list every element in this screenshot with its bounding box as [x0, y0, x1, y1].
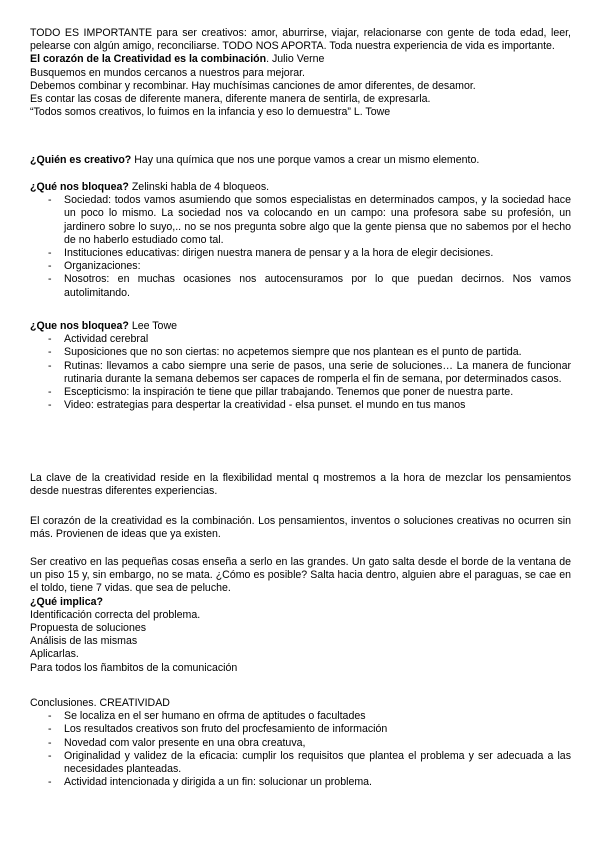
intro-line: Debemos combinar y recombinar. Hay muchísimas canciones de amor diferentes, de desamor. — [30, 79, 476, 92]
list-item — [30, 273, 571, 299]
list-item-text: Escepticismo: la inspiración te tiene que pillar trabajando. Tenemos que poner de nuestra parte. — [64, 386, 514, 399]
list-item-text: Novedad com valor presente en una obra creatuva, — [64, 736, 306, 749]
implica-line: Análisis de las mismas — [30, 635, 138, 648]
intro-line: “Todos somos creativos, lo fuimos en la infancia y eso lo demuestra” L. Towe — [30, 106, 391, 119]
bullet-dash: - — [48, 247, 52, 260]
quien-section — [30, 154, 571, 167]
list-item — [30, 386, 571, 399]
list-item-text: Rutinas: llevamos a cabo siempre una serie de pasos, una serie de soluciones… La manera de funcionar rutinaria durante la semana debemos ser capaces de romperla el fin de semana, por determinados casos. — [64, 359, 571, 385]
list-item-text: Organizaciones: — [64, 260, 141, 273]
intro-line: Busquemos en mundos cercanos a nuestros para mejorar. — [30, 66, 305, 79]
clave-section — [30, 472, 571, 498]
list-item — [30, 710, 571, 723]
bullet-dash: - — [48, 386, 52, 399]
intro-section — [30, 27, 571, 119]
bloquea-zelinski-heading: ¿Qué nos bloquea? — [30, 181, 129, 193]
list-item — [30, 360, 571, 386]
bullet-dash: - — [48, 273, 52, 286]
bullet-dash: - — [48, 776, 52, 789]
quien-heading: ¿Quién es creativo? — [30, 154, 132, 166]
list-item-text: Los resultados creativos son fruto del procfesamiento de información — [64, 723, 388, 736]
bullet-dash: - — [48, 359, 52, 372]
bloquea-towe-list — [30, 333, 571, 412]
bloquea-towe-heading: ¿Que nos bloquea? — [30, 320, 129, 332]
bullet-dash: - — [48, 399, 52, 412]
list-item — [30, 750, 571, 776]
list-item-text: Nosotros: en muchas ocasiones nos autocensuramos por lo que puedan decirnos. Nos vamos autolimitando. — [64, 273, 571, 299]
bloquea-zelinski-section — [30, 181, 571, 300]
corazon-section — [30, 515, 571, 541]
bullet-dash: - — [48, 749, 52, 762]
clave-paragraph: La clave de la creatividad reside en la flexibilidad mental q mostremos a la hora de mezclar los pensamientos desde nuestras diferentes experiencias. — [30, 472, 571, 498]
list-item — [30, 723, 571, 736]
list-item — [30, 247, 571, 260]
list-item-text: Sociedad: todos vamos asumiendo que somos especialistas en determinados campos, y la sociedad hace un poco lo mismo. La sociedad nos va colocando en un campo: una profesora sabe su profesión, un jardinero sobre lo suyo,.. no se nos pregunta sobre algo que la gente piensa que no sabemos por el hecho de no haberlo estudiado como tal. — [64, 194, 571, 246]
bloquea-zelinski-author: Zelinski habla de 4 bloqueos. — [128, 181, 270, 193]
conclusiones-section — [30, 697, 571, 789]
ser-creativo-section — [30, 556, 571, 675]
quien-paragraph — [30, 154, 571, 167]
list-item-text: Actividad cerebral — [64, 333, 149, 346]
bullet-dash: - — [48, 260, 52, 273]
bloquea-towe-author: Lee Towe — [128, 320, 177, 332]
list-item-text: Suposiciones que no son ciertas: no acpetemos siempre que nos plantean es el punto de partida. — [64, 346, 522, 359]
implica-heading-text: ¿Qué implica? — [30, 595, 103, 608]
list-item — [30, 737, 571, 750]
list-item — [30, 346, 571, 359]
list-item-text: Actividad intencionada y dirigida a un fin: solucionar un problema. — [64, 776, 372, 789]
bullet-dash: - — [48, 194, 52, 207]
intro-line: Es contar las cosas de diferente manera, diferente manera de sentirla, de expresarla. — [30, 93, 431, 106]
bullet-dash: - — [48, 723, 52, 736]
corazon-paragraph: El corazón de la creatividad es la combinación. Los pensamientos, inventos o soluciones creativas no ocurren sin más. Provienen de ideas que ya existen. — [30, 515, 571, 541]
bloquea-towe-title — [30, 320, 571, 333]
conclusiones-heading: Conclusiones. CREATIVIDAD — [30, 697, 170, 709]
implica-line: Propuesta de soluciones — [30, 622, 147, 635]
list-item — [30, 260, 571, 273]
intro-heading-bold: El corazón de la Creatividad es la combinación — [30, 53, 267, 66]
implica-line: Para todos los ñambitos de la comunicación — [30, 661, 238, 674]
list-item — [30, 399, 571, 412]
list-item — [30, 333, 571, 346]
list-item — [30, 776, 571, 789]
bloquea-towe-section — [30, 320, 571, 412]
bullet-dash: - — [48, 346, 52, 359]
implica-heading — [30, 596, 571, 609]
conclusiones-list — [30, 710, 571, 789]
ser-creativo-paragraph: Ser creativo en las pequeñas cosas enseña a serlo en las grandes. Un gato salta desde el borde de la ventana de un piso 15 y, sin embargo, no se mata. ¿Cómo es posible? Salta hacia dentro, alguien abre el paraguas, se cae en el toldo, tiene 7 vidas. que sea de peluche. — [30, 556, 571, 595]
implica-line: Identificación correcta del problema. — [30, 608, 201, 621]
list-item-text: Instituciones educativas: dirigen nuestra manera de pensar y a la hora de elegir decisiones. — [64, 247, 494, 260]
implica-line: Aplicarlas. — [30, 648, 79, 661]
list-item-text: Video: estrategias para despertar la creatividad - elsa punset. el mundo en tus manos — [64, 399, 466, 412]
bullet-dash: - — [48, 333, 52, 346]
list-item-text: Se localiza en el ser humano en ofrma de aptitudes o facultades — [64, 710, 366, 723]
list-item — [30, 194, 571, 247]
bloquea-zelinski-title — [30, 181, 571, 194]
intro-heading-author: . Julio Verne — [266, 53, 325, 66]
intro-paragraph: TODO ES IMPORTANTE para ser creativos: amor, aburrirse, viajar, relacionarse con gente de toda edad, leer, pelearse con algún amigo, reconciliarse. TODO NOS APORTA. Toda nuestra experiencia de vida es importante. — [30, 27, 571, 53]
bullet-dash: - — [48, 736, 52, 749]
intro-heading — [30, 53, 571, 66]
bullet-dash: - — [48, 710, 52, 723]
quien-text: Hay una química que nos une porque vamos a crear un mismo elemento. — [131, 154, 480, 166]
list-item-text: Originalidad y validez de la eficacia: cumplir los requisitos que plantea el problema y ser adecuada a las necesidades planteadas. — [64, 749, 571, 776]
bloquea-zelinski-list — [30, 194, 571, 300]
